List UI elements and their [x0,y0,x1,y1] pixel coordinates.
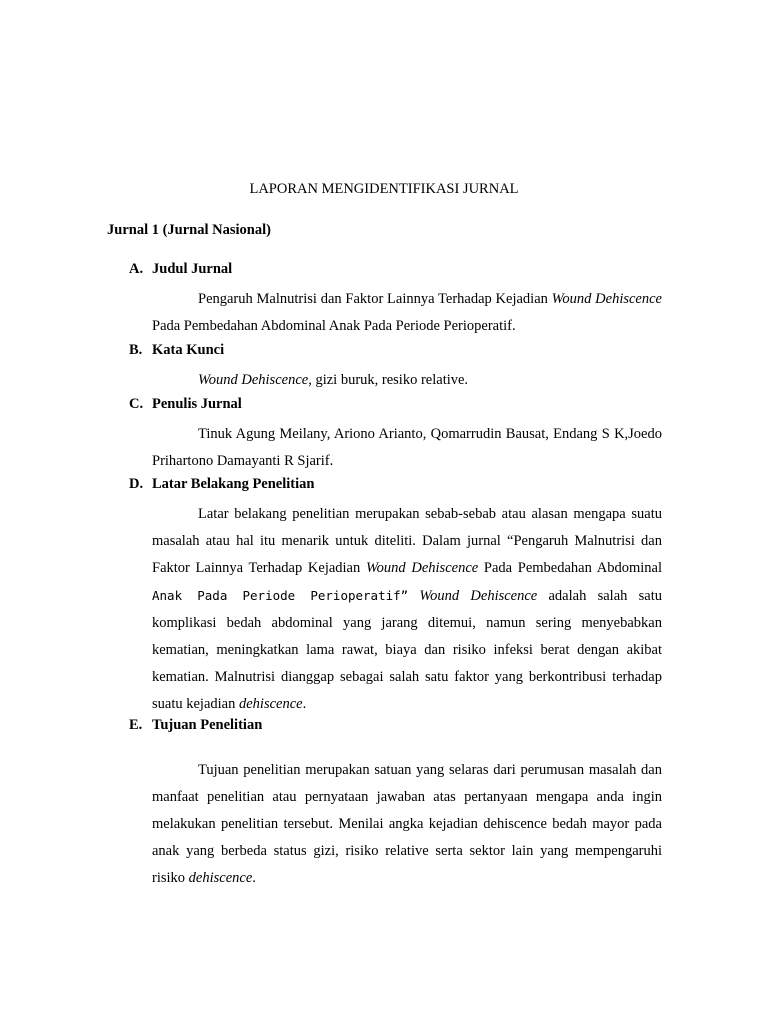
paragraph-italic-text: dehiscence [238,696,303,712]
section-letter: B. [129,342,143,358]
paragraph-italic-text: Wound Dehiscence [419,588,538,604]
section-latar-belakang [129,474,662,718]
paragraph-text: Pengaruh Malnutrisi dan Faktor Lainnya Terhadap Kejadian [198,291,552,307]
paragraph-alt-font-text: Anak Pada Periode Perioperatif” [152,588,409,603]
paragraph-text: Tinuk Agung Meilany, Ariono Arianto, Qomarrudin Bausat, Endang S K,Joedo Prihartono Damayanti R Sjarif. [152,426,662,469]
section-heading [129,340,662,360]
document-title: LAPORAN MENGIDENTIFIKASI JURNAL [249,181,519,197]
paragraph-text [408,588,419,604]
section-tujuan-penelitian [129,715,662,892]
paragraph-text: Tujuan penelitian merupakan satuan yang selaras dari perumusan masalah dan manfaat penelitian atau pernyataan jawaban atas pertanyaan mengapa anda ingin melakukan penelitian tersebut. Menilai angka kejadian dehiscence bedah mayor pada anak yang berbeda status gizi, risiko relative serta sektor lain yang mempengaruhi risiko [152,762,662,886]
section-letter: C. [129,396,144,412]
section-paragraph [152,367,662,394]
section-kata-kunci [129,340,662,394]
paragraph-text: adalah salah satu komplikasi bedah abdominal yang jarang ditemui, namun sering menyebabkan kematian, meningkatkan lama rawat, biaya dan risiko infeksi berat dengan akibat kematian. Malnutrisi dianggap sebagai salah satu faktor yang berkontribusi terhadap suatu kejadian [152,588,662,712]
paragraph-text: Latar belakang penelitian merupakan sebab-sebab atau alasan mengapa suatu masalah atau hal itu menarik untuk diteliti. Dalam jurnal “Pengaruh Malnutrisi dan Faktor Lainnya Terhadap Kejadian [152,506,662,576]
paragraph-italic-text: Wound Dehiscence [198,372,309,388]
section-heading [129,259,662,279]
paragraph-italic-text: dehiscence [188,870,253,886]
section-paragraph [152,421,662,475]
section-title: Tujuan Penelitian [152,717,263,733]
section-penulis-jurnal [129,394,662,475]
paragraph-italic-text: Wound Dehiscence [365,560,479,576]
section-title: Latar Belakang Penelitian [152,476,315,492]
section-paragraph [152,501,662,718]
section-paragraph [152,286,662,340]
section-heading [129,394,662,414]
paragraph-text: . [302,696,307,712]
journal-heading: Jurnal 1 (Jurnal Nasional) [107,222,271,238]
section-letter: D. [129,476,144,492]
section-judul-jurnal [129,259,662,340]
paragraph-text: , gizi buruk, resiko relative. [308,372,469,388]
section-heading [129,715,662,735]
paragraph-italic-text: Wound Dehiscence [551,291,662,307]
section-title: Judul Jurnal [152,261,233,277]
section-letter: A. [129,261,144,277]
section-heading [129,474,662,494]
section-paragraph [152,757,662,892]
section-title: Penulis Jurnal [152,396,242,412]
paragraph-text: Pada Pembedahan Abdominal [478,560,662,576]
section-letter: E. [129,717,143,733]
section-title: Kata Kunci [152,342,225,358]
paragraph-text: . [252,870,256,886]
paragraph-text: Pada Pembedahan Abdominal Anak Pada Periode Perioperatif. [152,318,516,334]
